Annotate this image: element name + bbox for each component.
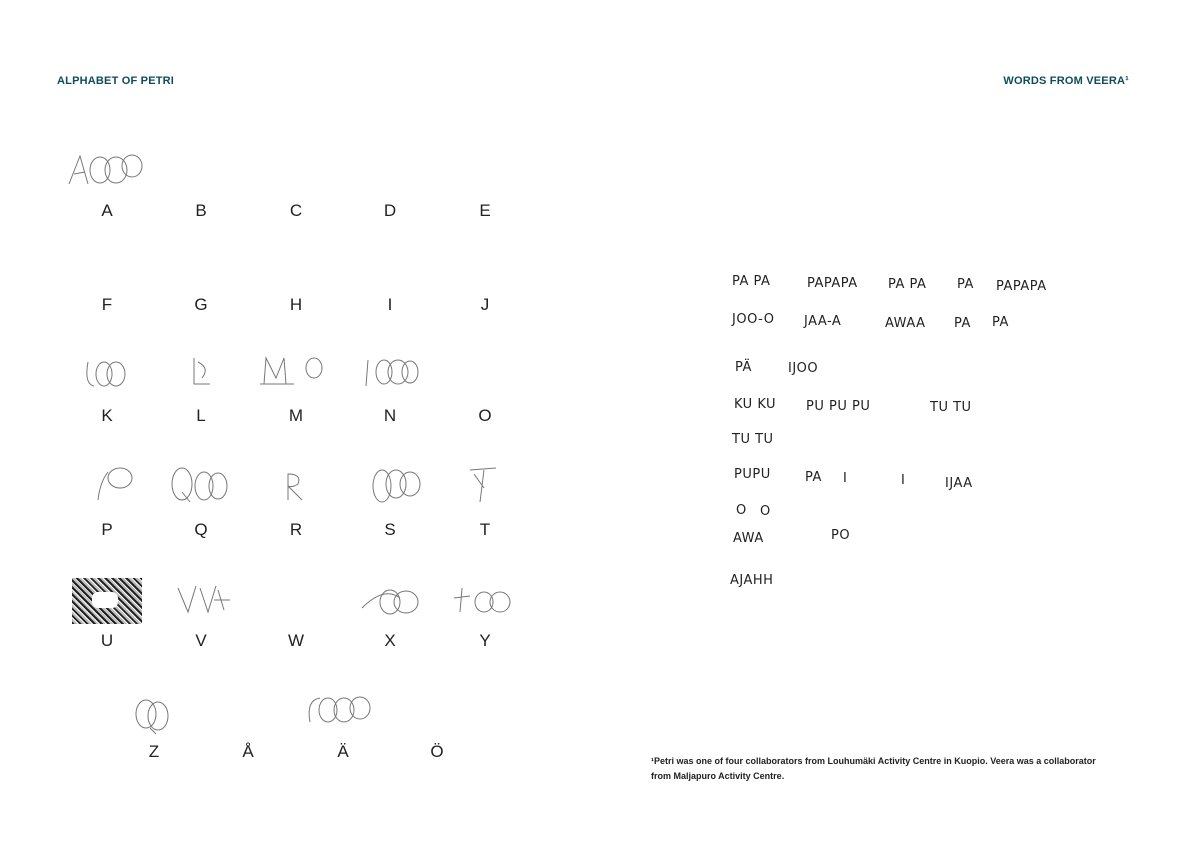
letter-a-umlaut: Ä <box>337 742 349 761</box>
letter-q: Q <box>194 520 208 539</box>
letter-t: T <box>479 520 491 539</box>
word: O <box>736 503 747 518</box>
footnote: ¹Petri was one of four collaborators from Louhumäki Activity Centre in Kuopio. Veera was a collaborator from Maljapuro Activity Centre. <box>651 756 1096 781</box>
word: TU TU <box>732 432 774 447</box>
words-heading: WORDS FROM VEERA¹ <box>1003 75 1129 87</box>
letter-r: R <box>289 520 303 539</box>
word: PÄ <box>735 360 752 375</box>
word: PU PU PU <box>806 399 871 414</box>
scribble-z <box>130 694 176 736</box>
word: KU KU <box>734 397 777 412</box>
word: I <box>843 471 848 486</box>
letter-f: F <box>101 295 113 314</box>
letter-i: I <box>387 295 393 314</box>
letter-v: V <box>195 631 207 650</box>
scribble-r <box>282 468 310 504</box>
scribble-a <box>66 150 148 190</box>
word: AJAHH <box>730 573 774 588</box>
scribble-q <box>168 462 232 506</box>
letter-c: C <box>289 201 303 220</box>
letter-o-umlaut: Ö <box>430 742 444 761</box>
scribble-k <box>82 356 132 392</box>
letter-x: X <box>384 631 396 650</box>
word: PA <box>954 316 971 331</box>
word: IJOO <box>788 361 819 376</box>
scribble-p <box>92 462 140 504</box>
word: PA <box>957 277 974 292</box>
letter-z: Z <box>148 742 160 761</box>
word: JAA-A <box>804 314 842 329</box>
word: PUPU <box>734 467 771 482</box>
letter-e: E <box>479 201 491 220</box>
scribble-t <box>466 464 500 506</box>
word: PAPAPA <box>807 276 858 291</box>
word: PA PA <box>888 277 927 292</box>
letter-n: N <box>383 406 397 425</box>
scribble-v <box>174 580 234 618</box>
letter-u: U <box>100 631 114 650</box>
word: I <box>901 473 906 488</box>
scribble-a-umlaut <box>304 692 376 728</box>
scribble-m <box>258 352 328 388</box>
word: PAPAPA <box>996 279 1047 294</box>
letter-a: A <box>101 201 113 220</box>
word: AWAA <box>885 316 926 331</box>
word: PA <box>805 470 822 485</box>
scribble-y <box>450 584 516 616</box>
letter-a-ring: Å <box>242 742 254 761</box>
word: JOO-O <box>732 312 775 327</box>
word: PA <box>992 315 1009 330</box>
scribble-s <box>368 462 426 506</box>
word: O <box>760 504 771 519</box>
letter-j: J <box>480 295 490 314</box>
word: IJAA <box>945 476 973 491</box>
letter-l: L <box>196 406 206 425</box>
word: AWA <box>733 531 764 546</box>
letter-w: W <box>287 631 305 650</box>
letter-p: P <box>101 520 113 539</box>
letter-s: S <box>384 520 396 539</box>
alphabet-heading: ALPHABET OF PETRI <box>57 75 175 87</box>
word: TU TU <box>930 400 972 415</box>
letter-d: D <box>383 201 397 220</box>
scribble-l <box>188 354 216 390</box>
letter-k: K <box>101 406 113 425</box>
scribble-u-filled <box>72 578 142 624</box>
letter-o: O <box>478 406 492 425</box>
letter-g: G <box>194 295 208 314</box>
scribble-n <box>360 354 426 390</box>
word: PO <box>831 528 851 543</box>
letter-m: M <box>288 406 304 425</box>
letter-b: B <box>195 201 207 220</box>
letter-y: Y <box>479 631 491 650</box>
letter-h: H <box>289 295 303 314</box>
word: PA PA <box>732 274 771 289</box>
scribble-x <box>360 582 426 618</box>
